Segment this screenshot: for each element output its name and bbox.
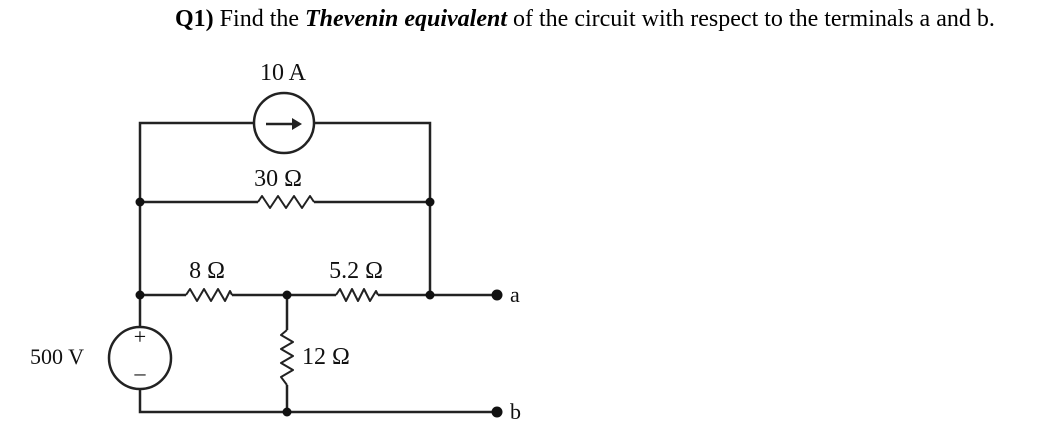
resistor-12-ohm-label: 12 Ω	[302, 344, 350, 370]
current-source-label: 10 A	[259, 60, 307, 86]
resistor-12-ohm	[281, 330, 293, 385]
question-text-start: Find the	[213, 6, 306, 32]
terminal-a-dot	[492, 290, 503, 301]
resistor-8-ohm	[186, 289, 232, 301]
voltage-source-minus-sign: –	[134, 360, 146, 385]
terminal-b-label: b	[510, 399, 521, 424]
terminal-b-dot	[492, 407, 503, 418]
question-emphasis: Thevenin equivalent	[305, 6, 507, 32]
resistor-5-2-ohm	[336, 289, 378, 301]
question-number: Q1)	[175, 6, 214, 32]
question-text-end: of the circuit with respect to the terminals a and b.	[507, 6, 995, 32]
terminal-a-label: a	[510, 282, 520, 307]
voltage-source-label: 500 V	[30, 344, 84, 369]
current-source	[254, 93, 314, 153]
resistor-5-2-ohm-label: 5.2 Ω	[329, 258, 383, 284]
resistor-30-ohm-label: 30 Ω	[254, 166, 302, 192]
resistor-8-ohm-label: 8 Ω	[189, 258, 225, 284]
voltage-source-plus-sign: +	[133, 324, 147, 349]
resistor-30-ohm	[258, 196, 314, 208]
